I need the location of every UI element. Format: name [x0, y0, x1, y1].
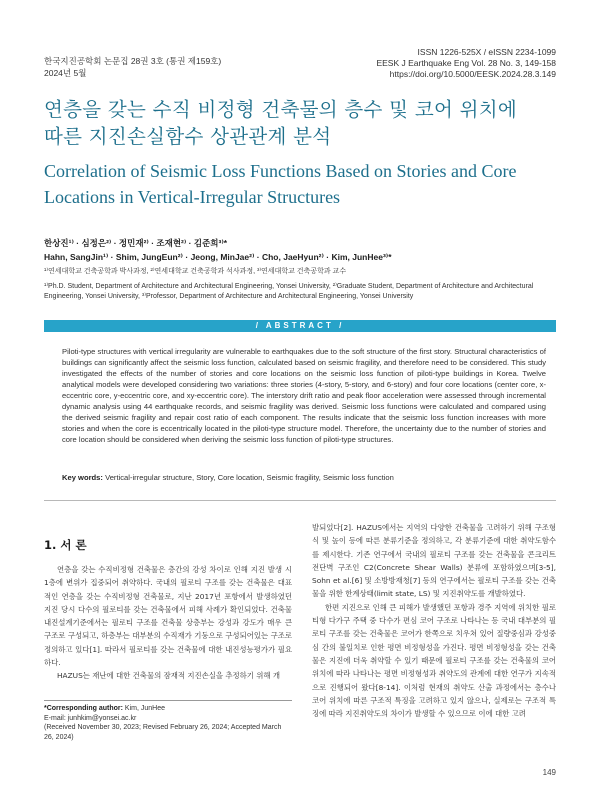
- corresponding-author-email[interactable]: E-mail: junhkim@yonsei.ac.kr: [44, 714, 137, 722]
- title-ko: [44, 96, 564, 150]
- divider: [44, 500, 556, 501]
- journal-header-right: [376, 47, 556, 80]
- body-paragraph: 연층을 갖는 수직비정형 건축물은 층간의 강성 차이로 인해 지진 발생 시 1층에 변위가 집중되어 취약하다. 국내의 필로티 구조를 갖는 건축물은 대표적인 연층을 갖는 수직비정형 건축물로, 지난 2017년 포항에서 발생하였던 지진 당시 다수의 필로티를 갖는 건축물에서 피해 사례가 확인되었다. 건축물 내진설계기준에서는 필로티 구조를 건축물 상층부는 강성과 강도가 매우 큰 구조로 구성되고, 하층부는 대부분의 수직재가 기둥으로 구성되어있는 구조로 정의하고 있다[1]. 따라서 필로티를 갖는 건축물에 대한 내진성능평가가 필요하다.: [44, 565, 292, 668]
- affiliation-en: ¹⁾Ph.D. Student, Department of Architecture and Architectural Engineering, Yonsei University, ²⁾Graduate Student, Department of Architecture and Architectural Engineering, Yonsei University, ³⁾Professor, Department of Architecture and Architectural Engineering, Yonsei University: [44, 283, 534, 300]
- body-paragraph: HAZUS는 재난에 대한 건축물의 잠재적 지진손실을 추정하기 위해 개: [57, 671, 281, 681]
- abstract-heading-bar: / ABSTRACT /: [44, 320, 556, 332]
- affiliation-ko: ¹⁾연세대학교 건축공학과 박사과정, ²⁾연세대학교 건축공학과 석사과정, ³⁾연세대학교 건축공학과 교수: [44, 268, 347, 275]
- issue-date-ko: 2024년 5월: [44, 68, 87, 78]
- title-ko-line1: 연층을 갖는 수직 비정형 건축물의 층수 및 코어 위치에: [44, 98, 518, 121]
- corresponding-author-label: *Corresponding author:: [44, 705, 123, 712]
- section-title-introduction: 1. 서 론: [44, 538, 87, 552]
- body-paragraph: 한편 지진으로 인해 큰 피해가 발생했던 포항과 경주 지역에 위치한 필로티형 다가구 주택 중 다수가 편심 코어 구조로 나타나는 등 국내 대부분의 필로티 구조를 갖는 건축물은 코어가 한쪽으로 치우쳐 있어 질량중심과 강성중심 간의 불일치로 인한 평면 비정형성을 가진다. 평면 비정형성을 갖는 건축물은 지진에 더욱 취약할 수 있기 때문에 필로티 구조를 갖는 건축물의 코어 위치에 따라 나타나는 평면 비정형성과 취약도의 관계에 대한 연구가 지속적으로 진행되어 왔다[8-14]. 이처럼 현재의 취약도 산출 과정에서는 층수나 코어 위치에 따른 구조적 특징을 고려하고 있지 않으나, 실제로는 구조적 특징에 따라 지진취약도의 차이가 발생할 수 있으므로 이에 대한 고려: [312, 602, 556, 719]
- left-column: [44, 521, 292, 683]
- right-column: [312, 521, 556, 720]
- title-en: [44, 158, 564, 210]
- abstract-text: Piloti-type structures with vertical irregularity are vulnerable to earthquakes due to the soft structure of the first story. Structural characteristics of buildings can significantly affect the seismic loss function, calculated based on seismic fragility, and therefore need to be considered. This study investigated the effects of the number of stories and core locations on the seismic loss function of piloti-type buildings in Korea. Twelve analytical models were developed considering two variations: three stories (4-story, 5-story, and 6-story) and four core locations (center core, x-eccentric core, y-eccentric core, and xy-eccentric core). The interstory drift ratio and peak floor acceleration were assessed through incremental dynamic analysis using 44 earthquake records, and seismic fragility was derived. Seismic loss functions were calculated and compared using the derived seismic fragility and repair cost ratio of each component. The results indicate that the seismic loss function increases with more stories and when the core is eccentrically located in the piloti-type structure model. Therefore, the uncertainty due to the number of stories and core location should be considered when deriving the seismic loss function of piloti-type structures.: [62, 347, 546, 444]
- journal-header-left: [44, 55, 221, 79]
- keywords-label: Key words:: [62, 473, 103, 482]
- keywords-list: Vertical-irregular structure, Story, Core location, Seismic fragility, Seismic loss function: [105, 473, 394, 482]
- authors-ko: 한상진¹⁾ · 심정은²⁾ · 정민재²⁾ · 조재현²⁾ · 김준희³⁾*: [44, 238, 228, 248]
- journal-name-en: EESK J Earthquake Eng Vol. 28 No. 3, 149-158: [376, 58, 556, 68]
- corresponding-author-line: [44, 704, 292, 714]
- corresponding-author-note: [44, 700, 292, 742]
- body-paragraph: 발되었다[2]. HAZUS에서는 지역의 다양한 건축물을 고려하기 위해 구조형식 및 높이 등에 따른 분류기준을 정의하고, 각 분류기준에 대한 취약도함수를 제시한다. 기존 연구에서 국내의 필로티 구조를 갖는 건축물을 콘크리트 전단벽 구조인 C2(Concrete Shear Walls) 분류에 포함하였으며[3-5], Sohn et al.[6] 및 소방방재청[7] 등의 연구에서는 필로티 구조를 갖는 건축물을 위한 한계상태(limit state, LS) 및 지진취약도를 개발하였다.: [312, 523, 556, 599]
- issn: ISSN 1226-525X / eISSN 2234-1099: [417, 47, 556, 57]
- authors-en: Hahn, SangJin¹⁾ · Shim, JungEun²⁾ · Jeong, MinJae²⁾ · Cho, JaeHyun²⁾ · Kim, JunHee³⁾*: [44, 252, 392, 262]
- keywords: [62, 473, 546, 482]
- title-en-line1: Correlation of Seismic Loss Functions Based on Stories and Core: [44, 161, 517, 181]
- doi-link[interactable]: https://doi.org/10.5000/EESK.2024.28.3.149: [389, 69, 556, 79]
- corresponding-author-name: Kim, JunHee: [124, 705, 165, 712]
- title-ko-line2: 따른 지진손실함수 상관관계 분석: [44, 125, 332, 148]
- manuscript-dates: (Received November 30, 2023; Revised February 26, 2024; Accepted March 26, 2024): [44, 724, 282, 741]
- page-number: 149: [542, 768, 556, 777]
- journal-name-ko: 한국지진공학회 논문집 28권 3호 (통권 제159호): [44, 56, 222, 66]
- title-en-line2: Locations in Vertical-Irregular Structures: [44, 187, 341, 207]
